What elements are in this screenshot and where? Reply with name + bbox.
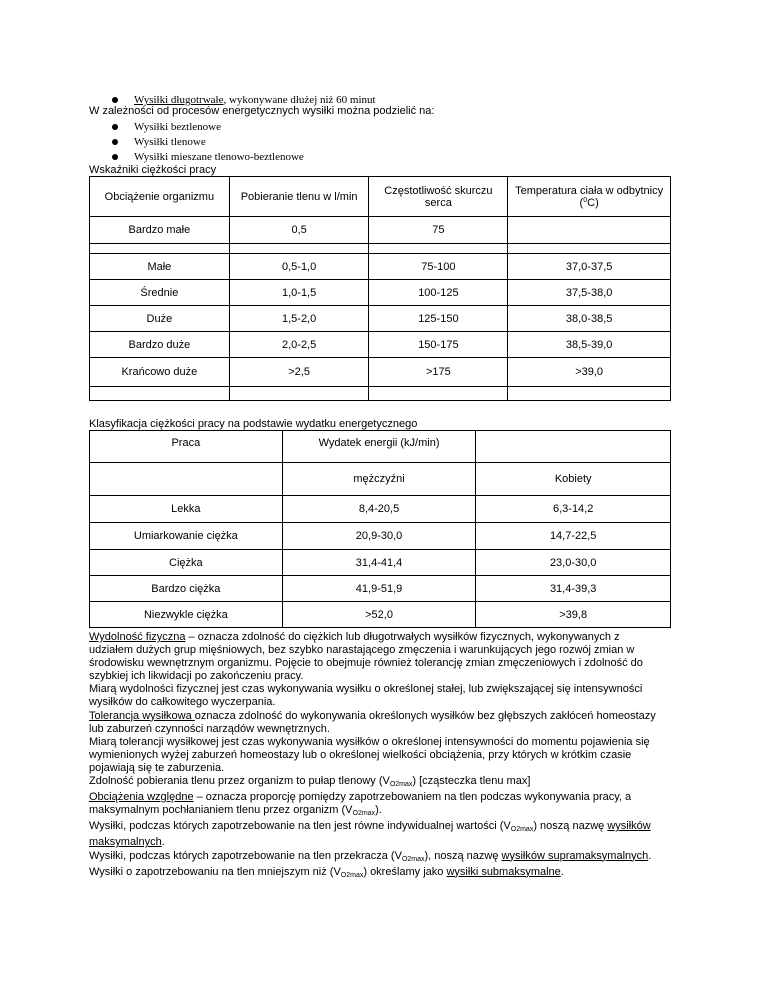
table-cell: Ciężka [90,550,283,576]
table-cell [508,217,671,244]
paragraph: Miarą tolerancji wysiłkowej jest czas wykonywania wysiłków o określonej intensywności do momentu pojawienia się wymienionych wyżej zaburzeń homeostazy lub o określonej wielkości obciążenia, przy których w krótkim czasie pojawiają się te zaburzenia. [89,735,650,774]
table-cell: 125-150 [369,306,508,332]
paragraph-text: Wysiłki o zapotrzebowaniu na tlen mniejszym niż (V [89,865,341,878]
table-cell: 1,5-2,0 [229,306,369,332]
degree-superscript: 0 [583,196,588,204]
table-cell: 2,0-2,5 [229,332,369,358]
o2max-subscript: O2max [401,855,425,863]
table-row [90,523,671,550]
o2max-subscript: O2max [340,871,364,879]
paragraph-text: ) noszą nazwę [533,820,608,833]
paragraph [89,775,664,791]
table-cell: Umiarkowanie ciężka [90,523,283,550]
table-header-row [90,431,671,463]
term-effort-tolerance: Tolerancja wysiłkowa [89,709,195,722]
header-cell [508,177,671,217]
o2max-subscript: O2max [352,810,376,818]
table-cell: 0,5-1,0 [229,254,369,280]
term-submaximal-efforts: wysiłki submaksymalne [446,865,561,878]
subheader-cell: Kobiety [476,463,671,496]
table-cell: 100-125 [369,280,508,306]
table-cell: >39,0 [508,358,671,387]
term-physical-capacity: Wydolność fizyczna [89,631,186,643]
paragraph-text: . [161,836,165,849]
bullet-dot [112,154,118,160]
table-cell: 38,0-38,5 [508,306,671,332]
table-cell: 38,5-39,0 [508,332,671,358]
header-cell: Obciążenie organizmu [90,177,230,217]
bullet-dot [112,139,118,145]
term-relative-load: Obciążenia względne [89,791,194,804]
table-row [90,550,671,576]
table-cell: 1,0-1,5 [229,280,369,306]
header-cell: Pobieranie tlenu w l/min [229,177,369,217]
table-row [90,496,671,523]
table-cell: 20,9-30,0 [282,523,476,550]
table2-caption: Klasyfikacja ciężkości pracy na podstawie wydatku energetycznego [89,418,418,430]
table-cell: >2,5 [229,358,369,387]
header-cell: Praca [90,431,283,463]
table-spacer-row [90,387,671,401]
table-row [90,217,671,244]
table-cell: 31,4-39,3 [476,576,671,602]
table-row [90,254,671,280]
table-row [90,280,671,306]
paragraph-text: . [560,865,564,878]
table-row [90,306,671,332]
table-cell: 150-175 [369,332,508,358]
table-cell: 37,0-37,5 [508,254,671,280]
table-cell: 6,3-14,2 [476,496,671,523]
table-cell: >52,0 [282,602,476,628]
table-subheader-row [90,463,671,496]
header-cell [476,431,671,463]
table-cell: 37,5-38,0 [508,280,671,306]
paragraph-text: oznacza zdolność do wykonywania określonych wysiłków bez głębszych zakłóceń homeostazy lub zaburzeń czynności narządów wewnętrznych. [89,709,656,735]
bullet-dot [112,124,118,130]
table-cell: 75-100 [369,254,508,280]
paragraph [89,850,664,866]
header-cell: Wydatek energii (kJ/min) [282,431,476,463]
bullet-text: , wykonywane dłużej niż 60 minut [223,94,376,106]
paragraph [89,820,664,849]
intro-line: W zależności od procesów energetycznych wysiłki można podzielić na: [89,105,435,117]
table-row [90,602,671,628]
paragraph-text: Wysiłki, podczas których zapotrzebowanie na tlen jest równe indywidualnej wartości (V [89,820,511,833]
o2max-subscript: O2max [389,781,413,789]
header-cell: Częstotliwość skurczu serca [369,177,508,217]
table-cell: Lekka [90,496,283,523]
subheader-cell: mężczyźni [282,463,476,496]
bullet-text: Wysiłki mieszane tlenowo-beztlenowe [134,151,304,163]
table-cell: 14,7-22,5 [476,523,671,550]
table-cell: 0,5 [229,217,369,244]
paragraph-text: Wysiłki, podczas których zapotrzebowanie na tlen przekracza (V [89,849,402,862]
paragraph-text: ), noszą nazwę [424,849,502,862]
paragraph [89,791,664,820]
work-intensity-table [89,176,671,401]
table-cell: 41,9-51,9 [282,576,476,602]
table-row [90,576,671,602]
term-maximal-efforts: wysiłków maksymalnych [89,820,651,849]
o2max-subscript: O2max [510,826,534,834]
header-text: Temperatura ciała w odbytnicy ( [515,184,664,209]
paragraph-text: Zdolność pobierania tlenu przez organizm to pułap tlenowy (V [89,775,390,788]
body-text [89,631,664,882]
paragraph-text: ). [375,804,382,817]
term-long-effort: Wysiłki długotrwałe [134,94,224,106]
paragraph: Miarą wydolności fizycznej jest czas wykonywania wysiłku o określonej stałej, lub zwiększającej się intensywności wysiłków do całkowitego wyczerpania. [89,683,643,709]
table-row [90,332,671,358]
table-cell: 23,0-30,0 [476,550,671,576]
paragraph-text: – oznacza zdolność do ciężkich lub długotrwałych wysiłków fizycznych, wykonywanych z udziałem dużych grup mięśniowych, bez szybko narastającego zmęczenia i warunkujących jego rozwój zmian w środowisku wewnętrznym organizmu. Pojęcie to obejmuje również tolerancję zmian zmęczeniowych i zdolność do szybkiej ich likwidacji po zakończeniu pracy. [89,631,643,683]
header-text: C) [587,196,599,209]
table1-caption: Wskaźniki ciężkości pracy [89,164,217,176]
bullet-text: Wysiłki beztlenowe [134,121,222,133]
table-cell: Duże [90,306,230,332]
paragraph [89,866,664,882]
energy-expenditure-table [89,430,671,628]
table-cell: Bardzo ciężka [90,576,283,602]
table-cell: Średnie [90,280,230,306]
table-cell: Bardzo małe [90,217,230,244]
term-supramaximal-efforts: wysiłków supramaksymalnych [501,849,649,862]
table-cell: >39,8 [476,602,671,628]
table-header-row [90,177,671,217]
bullet-dot [112,97,118,103]
table-cell: 75 [369,217,508,244]
paragraph-text: . [648,849,652,862]
table-cell: Krańcowo duże [90,358,230,387]
table-cell: >175 [369,358,508,387]
paragraph-text: ) określamy jako [363,865,447,878]
paragraph-text: ) [cząsteczka tlenu max] [412,775,531,788]
paragraph [89,710,664,736]
paragraph-text: – oznacza proporcję pomiędzy zapotrzebowaniem na tlen podczas wykonywania pracy, a maksymalnym pochłanianiem tlenu przez organizm (V [89,791,632,817]
table-cell: Małe [90,254,230,280]
paragraph [89,631,664,683]
table-cell: 8,4-20,5 [282,496,476,523]
table-cell: Bardzo duże [90,332,230,358]
table-cell [90,463,283,496]
table-cell: Niezwykle ciężka [90,602,283,628]
bullet-text: Wysiłki tlenowe [134,136,206,148]
table-cell: 31,4-41,4 [282,550,476,576]
table-row [90,358,671,387]
table-spacer-row [90,244,671,254]
